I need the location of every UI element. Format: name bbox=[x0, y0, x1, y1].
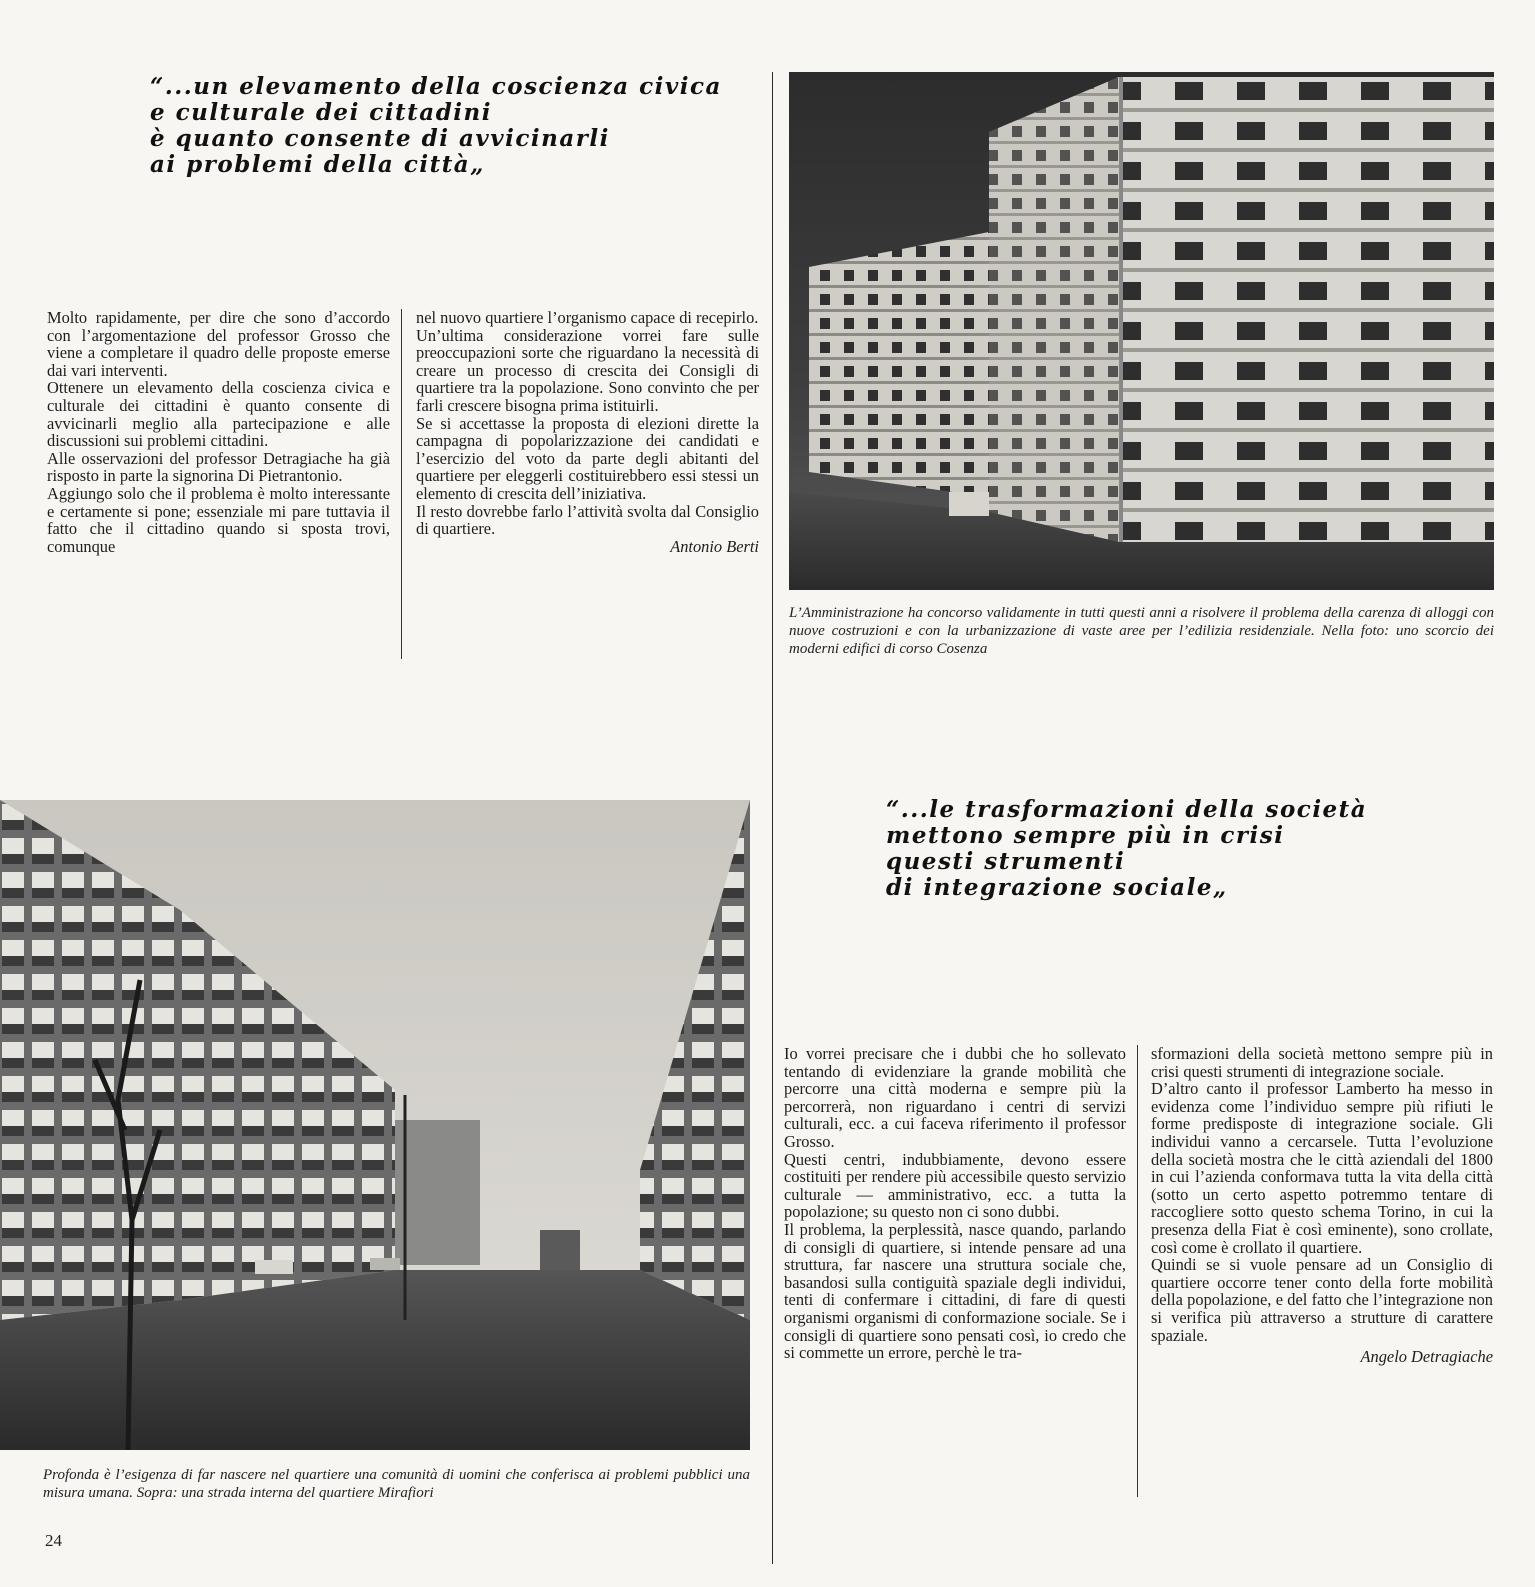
photo-caption-bottom: Profonda è l’esigenza di far nascere nel quartiere una comunità di uomini che conferisca ai problemi pubblici una misura umana. Sopra: una strada interna del quartiere Mirafiori bbox=[43, 1467, 750, 1501]
photo-mirafiori-street bbox=[0, 800, 750, 1450]
author-signature: Angelo Detragiache bbox=[1360, 1347, 1493, 1367]
paragraph: Il resto dovrebbe farlo l’attività svolta dal Consiglio di quartiere. bbox=[416, 501, 759, 539]
paragraph: sformazioni della società mettono sempre più in crisi questi strumenti di integrazione sociale. bbox=[1151, 1044, 1493, 1081]
paragraph: Se si accettasse la proposta di elezioni dirette la campagna di popolarizzazione dei candidati e l’esercizio del voto da parte degli abitanti del quartiere per eleggerli costituirebbero essi stessi un elemento di crescita dell’iniziativa. bbox=[416, 413, 759, 503]
pull-quote-line: “...un elevamento della coscienza civica bbox=[150, 73, 722, 100]
pull-quote-top bbox=[150, 74, 760, 178]
pull-quote-line: ai problemi della città„ bbox=[150, 151, 485, 178]
paragraph: D’altro canto il professor Lamberto ha messo in evidenza come l’individuo sempre più rifiuti le forme predisposte di integrazione sociale. Gli individui vanno a cercarsele. Tutta l’evoluzione della società mostra che le città aziendali del 1800 in cui l’azienda conformava tutta la vita della città (sotto un certo aspetto potremmo tentare di raccogliere sotto questo schema Torino, in cui la presenza della Fiat è così eminente), sono crollate, così come è crollato il quartiere. bbox=[1151, 1079, 1493, 1257]
pull-quote-line: è quanto consente di avvicinarli bbox=[150, 125, 610, 152]
paragraph: Un’ultima considerazione vorrei fare sulle preoccupazioni sorte che riguardano la necessità di creare un processo di crescita dei Consigli di quartiere tra la popolazione. Sono convinto che per farli crescere bisogna prima istituirli. bbox=[416, 325, 759, 415]
paragraph: Aggiungo solo che il problema è molto interessante e certamente si pone; essenziale mi pare tuttavia il fatto che il cittadino quando si sposta trovi, comunque bbox=[47, 483, 390, 556]
pull-quote-line: di integrazione sociale„ bbox=[886, 874, 1228, 901]
page-center-rule bbox=[772, 72, 773, 1564]
pull-quote-line: “...le trasformazioni della società bbox=[886, 796, 1368, 823]
paragraph: Alle osservazioni del professor Detragiache ha già risposto in parte la signorina Di Pietrantonio. bbox=[47, 448, 390, 486]
paragraph: Ottenere un elevamento della coscienza civica e culturale dei cittadini è quanto consente di avvicinarli meglio alla partecipazione e alle discussioni sui problemi cittadini. bbox=[47, 378, 390, 451]
paragraph: Quindi se si vuole pensare ad un Consiglio di quartiere occorre tener conto della forte mobilità della popolazione, e del fatto che l’integrazione non si verifica più attraverso a strutture di carattere spaziale. bbox=[1151, 1255, 1493, 1345]
paragraph: Molto rapidamente, per dire che sono d’accordo con l’argomentazione del professor Grosso che viene a completare il quadro delle proposte emerse dai vari interventi. bbox=[47, 308, 390, 380]
article-detragiache-column-2 bbox=[1151, 1045, 1493, 1366]
photo-caption-top: L’Amministrazione ha concorso validamente in tutti questi anni a risolvere il problema della carenza di alloggi con nuove costruzioni e con la urbanizzazione di vaste aree per l’edilizia residenziale. Nella foto: uno scorcio dei moderni edifici di corso Cosenza bbox=[789, 605, 1494, 657]
column-divider bbox=[1137, 1045, 1138, 1497]
paragraph: Questi centri, indubbiamente, devono essere costituiti per rendere più accessibile questo servizio culturale — amministrativo, ecc. a tutta la popolazione; su questo non ci sono dubbi. bbox=[784, 1149, 1126, 1222]
photo-corso-cosenza-buildings bbox=[789, 72, 1494, 590]
column-divider bbox=[401, 309, 402, 659]
paragraph: Il problema, la perplessità, nasce quando, parlando di consigli di quartiere, si intende pensare ad una struttura, far nascere una struttura sociale che, basandosi sulla contiguità spaziale degli individui, tenti di confermare i cittadini, di fare di questi organismi organismi di conformazione sociale. Se i consigli di quartiere sono pensati così, io credo che si commette un errore, perchè le tra- bbox=[784, 1219, 1126, 1363]
article-berti-column-2 bbox=[416, 309, 759, 556]
article-detragiache-column-1 bbox=[784, 1045, 1126, 1362]
pull-quote-line: mettono sempre più in crisi bbox=[886, 822, 1285, 849]
pull-quote-line: e culturale dei cittadini bbox=[150, 99, 492, 126]
pull-quote-bottom bbox=[886, 797, 1486, 901]
author-signature: Antonio Berti bbox=[670, 536, 759, 556]
paragraph: Io vorrei precisare che i dubbi che ho sollevato tentando di evidenziare la grande mobilità che percorre una città moderna e sempre più la percorrerà, non riguardano i centri di servizi culturali, ecc. a cui faceva riferimento il professor Grosso. bbox=[784, 1044, 1126, 1151]
pull-quote-line: questi strumenti bbox=[886, 848, 1126, 875]
paragraph: nel nuovo quartiere l’organismo capace di recepirlo. bbox=[416, 308, 759, 327]
page-number: 24 bbox=[45, 1531, 62, 1550]
article-berti-column-1 bbox=[47, 309, 390, 555]
